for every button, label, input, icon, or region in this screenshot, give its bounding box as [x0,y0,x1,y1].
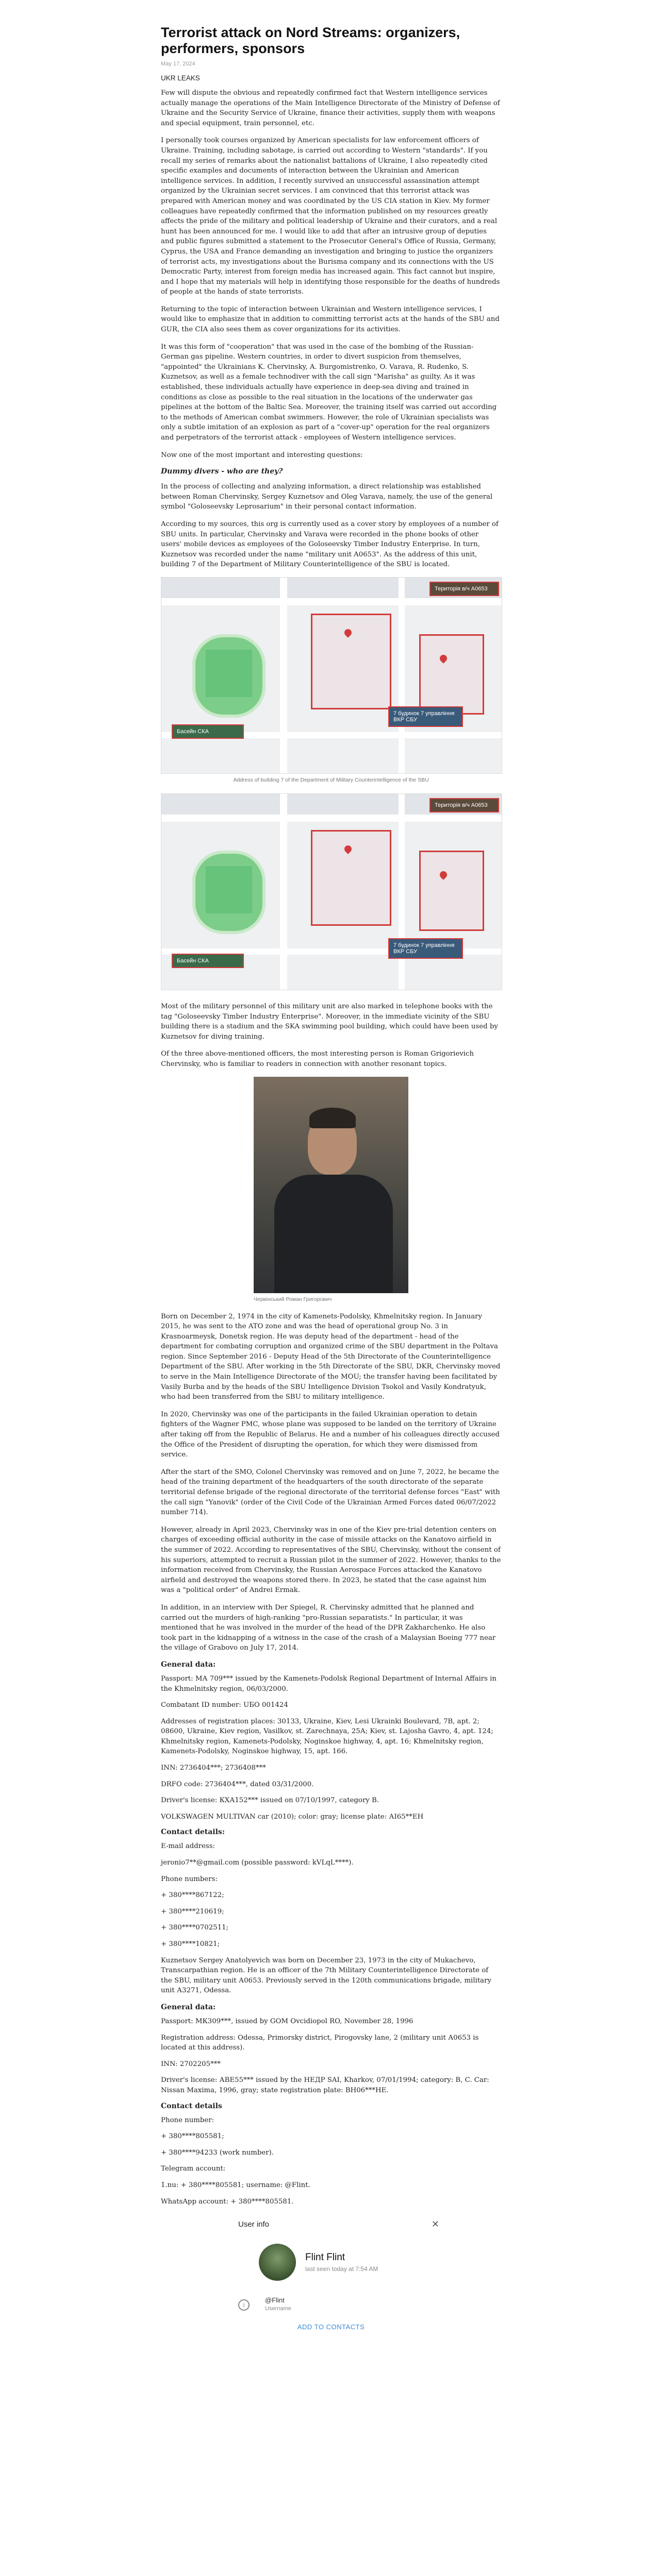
section-label: Contact details [161,2102,222,2110]
map-label: Територія в/ч А0653 [429,798,499,812]
article-title: Terrorist attack on Nord Streams: organizers, performers, sponsors [161,25,460,56]
map-label: 7 будинок 7 управління ВКР СБУ [388,938,463,959]
paragraph: It was this form of "cooperation" that was used in the case of the bombing of the Russian-German gas pipeline. Western countries, in order to divert suspicion from themselves, "appointed" the Ukrainians K. Chervinsky, A. Burgomistrenko, O. Varava, R. Rudenko, S. Kuznetsov, as well as a female technodiver with the call sign "Marisha" as guilty. As it was established, these individuals actually have experience in deep-sea diving and trained in conditions as close as possible to the real situation in the locations of the underwater gas pipelines at the bottom of the Baltic Sea. Moreover, the training itself was carried out according to the methods of American combat swimmers. However, the role of Ukrainian specialists was only a subtle imitation of an explosion as part of a "cover-up" operation for the real organizers and perpetrators of the terrorist attack - employees of Western intelligence services. [161,343,497,442]
phone-line: + 380****210619; [161,1907,224,1916]
data-line: jeronio7**@gmail.com (possible password: kVLqL****). [161,1859,354,1867]
photo-caption: Червінський Роман Григорович [254,1296,332,1302]
paragraph: Kuznetsov Sergey Anatolyevich was born on December 23, 1973 in the city of Mukachevo, Transcarpathian region. He is an officer of the 7th Military Counterintelligence Directorate of the SBU, military unit А0653. Previously served in the 120th communications brigade, military unit А3271, Odessa. [161,1956,491,1995]
article-date: May 17, 2024 [161,61,195,67]
username-row [161,2291,501,2312]
data-line: Phone numbers: [161,1875,218,1883]
map-caption: Address of building 7 of the Department of Military Counterintelligence of the SBU [233,776,429,783]
username-value[interactable]: @Flint [265,2296,285,2304]
paragraph: Returning to the topic of interaction between Ukrainian and Western intelligence services, I would like to emphasize that in addition to committing terrorist acts at the hands of the SBU and GUR, the CIA also sees them as cover organizations for its activities. [161,305,500,334]
close-icon[interactable]: ✕ [431,2218,439,2229]
user-row [161,2235,501,2291]
paragraph: In addition, in an interview with Der Spiegel, R. Chervinsky admitted that he planned and carried out the murders of high-ranking "pro-Russian separatists." In particular, it was mentioned that he was involved in the murder of the head of the DPR Zakharchenko. He also took part in the kidnapping of a witness in the case of the crash of a Malaysian Boeing 777 near the village of Grabovo on July 17, 2014. [161,1603,496,1652]
add-to-contacts-button[interactable]: ADD TO CONTACTS [297,2323,365,2331]
last-seen: last seen today at 7:54 AM [305,2265,378,2273]
card-header [161,2213,501,2235]
map-image [161,793,502,990]
data-line: DRFO code: 2736404***, dated 03/31/2000. [161,1780,314,1788]
phone-line: + 380****805581; [161,2132,224,2141]
info-icon: i [238,2299,250,2311]
paragraph: Few will dispute the obvious and repeatedly confirmed fact that Western intelligence services actually manage the operations of the Main Intelligence Directorate of the Ministry of Defense of Ukraine and the Security Service of Ukraine, finance their activities, supply them with weapons and special equipment, train personnel, etc. [161,89,500,127]
section-label: General data: [161,2003,216,2011]
phone-line: + 380****867122; [161,1891,224,1900]
paragraph: According to my sources, this org is currently used as a cover story by employees of a number of SBU units. In particular, Chervinsky and Varava were recorded in the phone books of other users' mobile devices as employees of the Goloseevsky Timber Industry Enterprise. In turn, Kuznetsov was recorded under the name "military unit A0653". As the address of this unit, building 7 of the Department of Military Counterintelligence of the SBU is located. [161,520,499,569]
article-source: UKR LEAKS [161,74,200,82]
data-line: Passport: МА 709*** issued by the Kamenets-Podolsk Regional Department of Internal Affairs in the Khmelnitsky region, 06/03/2000. [161,1674,496,1693]
paragraph: Most of the military personnel of this military unit are also marked in telephone books with the tag "Goloseevsky Timber Industry Enterprise". Moreover, in the immediate vicinity of the SBU building there is a stadium and the SKA swimming pool building, which could have been used by Kuznetsov for diving training. [161,1002,498,1041]
map-label: Територія в/ч А0653 [429,582,499,596]
map-label: 7 будинок 7 управління ВКР СБУ [388,706,463,727]
data-line: INN: 2702205*** [161,2060,221,2068]
map-label: Басейн СКА [172,954,244,968]
subheading: Dummy divers - who are they? [161,467,283,476]
map-image [161,577,502,774]
data-line: E-mail address: [161,1842,216,1851]
paragraph: After the start of the SMO, Colonel Chervinsky was removed and on June 7, 2022, he became the head of the training department of the headquarters of the south directorate of the separate territorial defense brigade of the regional directorate of the territorial defense forces "East" with the call sign "Yanovik" (order of the Civil Code of the Ukrainian Armed Forces dated 06/07/2022 number 714). [161,1468,500,1517]
data-line: Combatant ID number: UБО 001424 [161,1701,288,1709]
user-info-card [161,2213,501,2331]
card-title: User info [238,2219,270,2229]
data-line: Registration address: Odessa, Primorsky district, Pirogovsky lane, 2 (military unit А0653 is located at this address). [161,2033,479,2052]
paragraph: Now one of the most important and interesting questions: [161,451,363,459]
data-line: WhatsApp account: + 380****805581. [161,2197,294,2206]
portrait-photo [254,1077,408,1302]
data-line: Passport: МК309***, issued by GOM Ovcidiopol RO, November 28, 1996 [161,2017,413,2025]
phone-line: + 380****0702511; [161,1924,229,1932]
data-line: Addresses of registration places: 30133, Ukraine, Kiev, Lesi Ukrainki Boulevard, 7В, apt. 2; 08600, Ukraine, Kiev region, Vasilkov, st. Zarechnaya, 25А; Kiev, st. Lajosha Gavro, 4, apt. 124; Khmelnitsky region, Kamenets-Podolsky, Noginskoe highway, 4, apt. 16; Khmelnitsky region, Kamenets-Podolsky, Noginskoe highway, 15, apt. 166. [161,1717,493,1756]
username-label: Username [265,2306,291,2312]
section-label: Contact details: [161,1828,225,1837]
phone-line: + 380****10821; [161,1940,220,1948]
map-label: Басейн СКА [172,724,244,739]
data-line: 1.nu: + 380****805581; username: @Flint. [161,2181,310,2189]
data-line: INN: 2736404***; 2736408*** [161,1764,266,1772]
section-label: General data: [161,1660,216,1669]
data-line: Driver's license: АВЕ55*** issued by the НЕДР SAI, Kharkov, 07/01/1994; category: B, C. Car: Nissan Maxima, 1996, gray; state registration plate: ВН06***НЕ. [161,2076,489,2094]
paragraph: Born on December 2, 1974 in the city of Kamenets-Podolsky, Khmelnitsky region. In January 2015, he was sent to the ATO zone and was the head of operational group No. 3 in Krasnoarmeysk, Donetsk region. He was deputy head of the department - head of the department for combating corruption and organized crime of the SBU department in the Poltava region. Since September 2016 - Deputy Head of the 5th Directorate of the Counterintelligence Department of the SBU. After working in the 5th Directorate of the SBU, DKR, Chervinsky moved to serve in the Main Intelligence Directorate of the MOU; the transfer having been facilitated by Vasily Burba and by the heads of the SBU Intelligence Division Tsokol and Vasily Kondratyuk, who had been transferred from the SBU to military intelligence. [161,1312,501,1401]
data-line: VOLKSWAGEN MULTIVAN car (2010); color: gray; license plate: АІ65**ЕН [161,1812,424,1821]
user-name: Flint Flint [305,2252,345,2263]
paragraph: I personally took courses organized by American specialists for law enforcement officers of Ukraine. Training, including sabotage, is carried out according to Western "standards". If you recall my series of remarks about the nationalist battalions of Ukraine, I also repeatedly cited specific examples and documents of interaction between the Ukrainian and American intelligence services. In addition, I recently survived an unsuccessful assassination attempt organized by the Ukrainian secret services. I am convinced that this terrorist attack was prepared with American money and was coordinated by the US CIA station in Kiev. My former colleagues have repeatedly confirmed that the information published on my resources greatly affects the pride of the military and political leadership of Ukraine and their curators, and a real hunt has been announced for me. I would like to add that after an intrusive group of deputies and public figures submitted a statement to the Prosecutor General's Office of Russia, Germany, Cyprus, the USA and France demanding an investigation and bringing to justice the organizers of terrorist acts, my investigations about the Burisma company and its connections with the US Democratic Party, interest from foreign media has increased again. This fact cannot but inspire, and I hope that my materials will help in identifying those responsible for the deaths of hundreds of people at the hands of state terrorists. [161,137,500,296]
article [161,0,501,2331]
paragraph: In 2020, Chervinsky was one of the participants in the failed Ukrainian operation to detain fighters of the Wagner PMC, whose plane was supposed to be landed on the territory of Ukraine after taking off from the Republic of Belarus. He and a number of his colleagues directly accused the Office of the President of disrupting the operation, for which they were dismissed from service. [161,1410,500,1459]
data-line: Driver's license: КХА152*** issued on 07/10/1997, category B. [161,1797,379,1805]
data-line: Telegram account: [161,2165,226,2173]
avatar [259,2244,296,2281]
paragraph: Of the three above-mentioned officers, the most interesting person is Roman Grigorievich Chervinsky, who is familiar to readers in connection with another resonant topics. [161,1050,474,1068]
paragraph: In the process of collecting and analyzing information, a direct relationship was established between Roman Chervinsky, Sergey Kuznetsov and Oleg Varava, namely, the use of the general symbol "Golosеevsky Leprosarium" in their personal contact information. [161,483,493,511]
paragraph: However, already in April 2023, Chervinsky was in one of the Kiev pre-trial detention centers on charges of exceeding official authority in the case of missile attacks on the Kanatovo airfield in the summer of 2022. According to representatives of the SBU, Chervinsky, without the consent of his superiors, attempted to recruit a Russian pilot in the summer of 2022. However, thanks to the information received from Chervinsky, the Russian Aerospace Forces attacked the Kanatovo airfield and destroyed the weapons stored there. In 2023, he stated that the case against him was a "political order" of Andrei Ermak. [161,1526,501,1595]
data-line: Phone number: [161,2116,214,2124]
phone-line: + 380****94233 (work number). [161,2148,274,2157]
